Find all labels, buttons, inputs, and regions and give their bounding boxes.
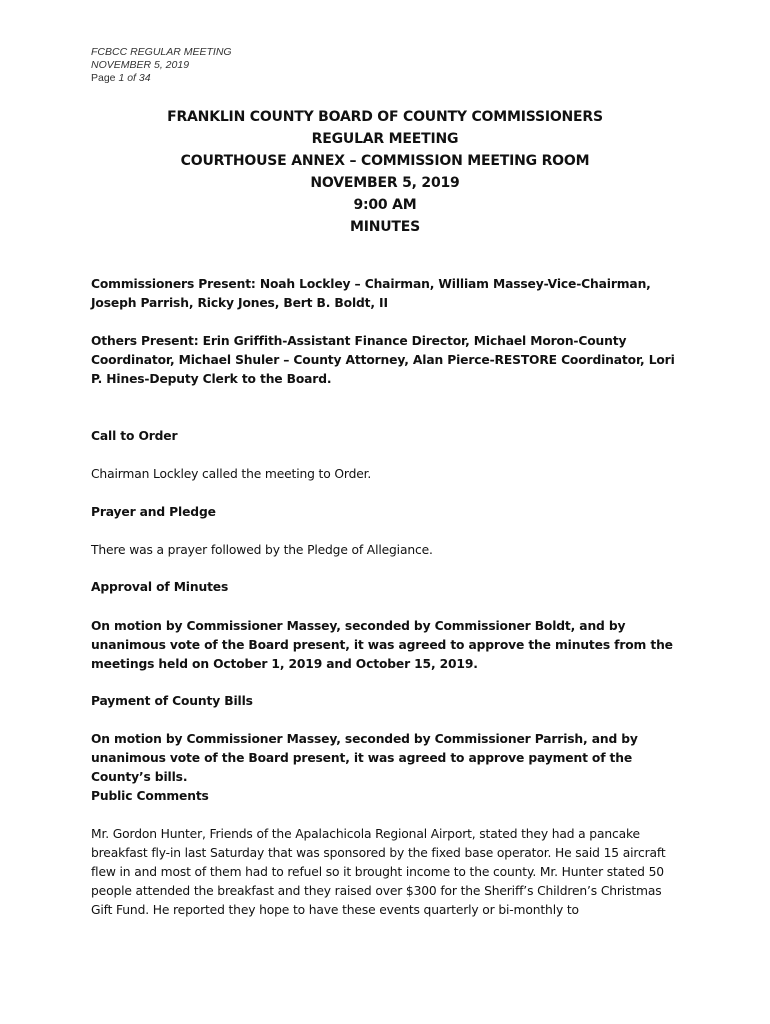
title-location: COURTHOUSE ANNEX – COMMISSION MEETING ROOM	[180, 153, 590, 169]
page-count: 1 of 34	[118, 72, 151, 84]
document-title	[0, 106, 770, 238]
header-page-number	[91, 72, 232, 85]
call-to-order-heading: Call to Order	[91, 429, 178, 443]
prayer-heading: Prayer and Pledge	[91, 505, 216, 519]
running-header	[91, 46, 232, 85]
public-comments-text: Mr. Gordon Hunter, Friends of the Apalachicola Regional Airport, stated they had a pancake breakfast fly-in last Saturday that was sponsored by the fixed base operator. He said 15 aircraft flew in and most of them had to refuel so it brought income to the county. Mr. Hunter stated 50 people attended the breakfast and they raised over $300 for the Sheriff’s Children’s Christmas Gift Fund. He reported they hope to have these events quarterly or bi-monthly to	[91, 827, 666, 917]
call-to-order-text: Chairman Lockley called the meeting to Order.	[91, 467, 372, 481]
header-meeting-date: NOVEMBER 5, 2019	[91, 59, 190, 71]
page-prefix: Page	[91, 72, 119, 84]
minutes-motion: On motion by Commissioner Massey, seconded by Commissioner Boldt, and by unanimous vote of the Board present, it was agreed to approve the minutes from the meetings held on October 1, 2019 and October 15, 2019.	[91, 619, 673, 671]
title-meeting-type: REGULAR MEETING	[311, 131, 459, 147]
bills-motion: On motion by Commissioner Massey, seconded by Commissioner Parrish, and by unanimous vote of the Board present, it was agreed to approve payment of the County’s bills.	[91, 732, 638, 784]
title-minutes: MINUTES	[349, 219, 421, 235]
bills-heading: Payment of County Bills	[91, 694, 253, 708]
others-present: Others Present: Erin Griffith-Assistant Finance Director, Michael Moron-County Coordinator, Michael Shuler – County Attorney, Alan Pierce-RESTORE Coordinator, Lori P. Hines-Deputy Clerk to the Board.	[91, 334, 675, 386]
prayer-text: There was a prayer followed by the Pledge of Allegiance.	[91, 543, 433, 557]
title-board-name: FRANKLIN COUNTY BOARD OF COUNTY COMMISSIONERS	[167, 109, 603, 125]
commissioners-present: Commissioners Present: Noah Lockley – Chairman, William Massey-Vice-Chairman, Joseph Parrish, Ricky Jones, Bert B. Boldt, II	[91, 277, 651, 310]
minutes-heading: Approval of Minutes	[91, 580, 229, 594]
public-comments-heading: Public Comments	[91, 789, 209, 803]
title-time: 9:00 AM	[353, 197, 417, 213]
header-meeting-name: FCBCC REGULAR MEETING	[91, 46, 232, 58]
title-date: NOVEMBER 5, 2019	[310, 175, 460, 191]
